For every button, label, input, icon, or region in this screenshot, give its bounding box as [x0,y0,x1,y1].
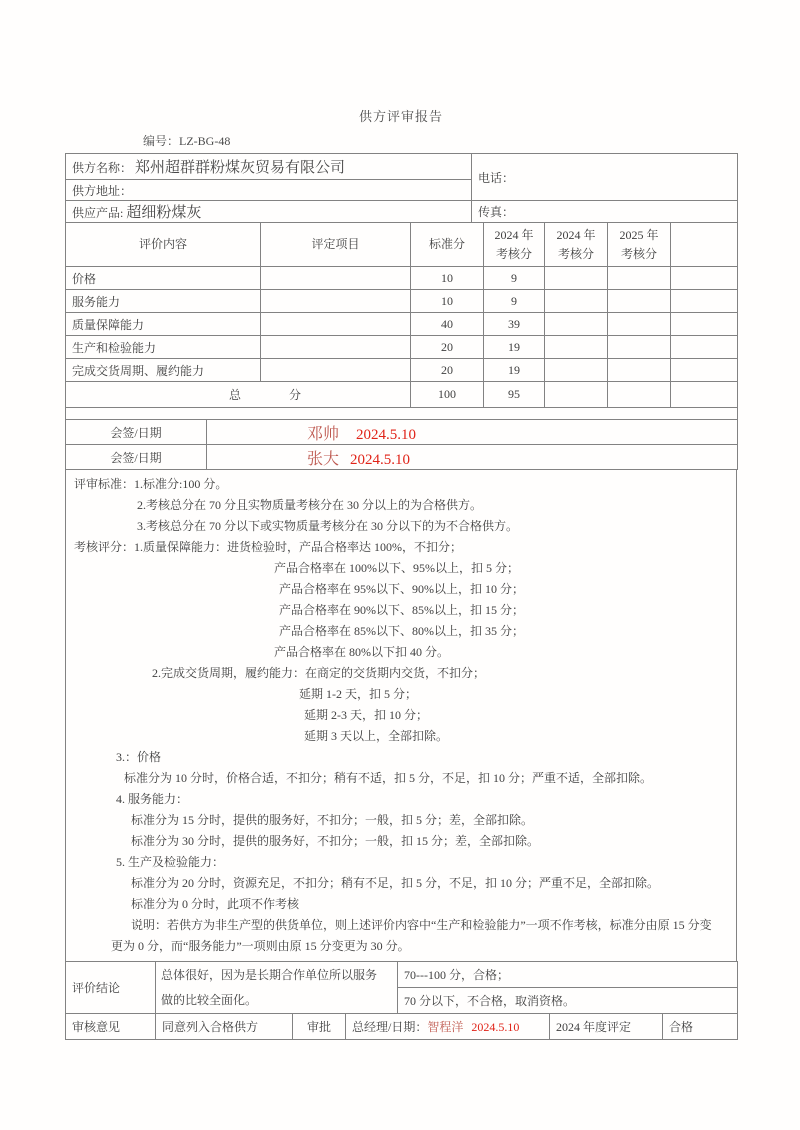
row-std: 40 [411,313,484,336]
standard-line: 产品合格率在 100%以下、95%以上，扣 5 分； [274,561,519,576]
score-row-service [66,290,738,313]
row-2024b [545,336,608,359]
standard-line: 考核评分：1.质量保障能力：进货检验时，产品合格率达 100%，不扣分； [74,540,462,555]
row-item [261,290,411,313]
signoff-row-2 [66,445,738,470]
conclusion-text-line1: 总体很好，因为是长期合作单位所以服务 [161,967,378,982]
doc-number: 编号：LZ-BG-48 [143,134,231,148]
standards-block [66,470,737,962]
conclusion-label: 评价结论 [66,962,156,1014]
header-eval-content: 评价内容 [66,223,261,267]
signoff-row-1 [66,420,738,445]
page-title: 供方评审报告 [358,109,443,124]
pass-rule: 70---100 分，合格； [398,962,738,988]
standard-line: 5. 生产及检验能力： [116,855,225,870]
header-empty [671,223,738,267]
supplier-name-cell [66,154,472,180]
signature-date: 2024.5.10 [350,451,411,468]
row-2024b [545,267,608,290]
review-label: 审核意见 [66,1014,156,1040]
row-2025 [608,267,671,290]
header-year-2025 [608,223,671,267]
standard-line: 标准分为 20 分时，资源充足，不扣分；稍有不足，扣 5 分，不足，扣 10 分；严重不足，全部扣除。 [131,876,660,891]
total-std: 100 [411,382,484,408]
signature-date: 2024.5.10 [356,426,417,443]
signoff-signature-cell [207,420,738,445]
row-extra [671,267,738,290]
score-row-quality [66,313,738,336]
row-2024a: 19 [484,336,545,359]
score-row-delivery [66,359,738,382]
header-year-2024b [545,223,608,267]
row-2025 [608,290,671,313]
row-2024a: 39 [484,313,545,336]
standard-line: 产品合格率在 80%以下扣 40 分。 [274,645,449,660]
phone-label: 电话： [478,170,515,185]
year-line2: 考核分 [620,246,657,261]
row-item [261,336,411,359]
total-label: 总 分 [66,382,411,408]
standard-line: 延期 3 天以上，全部扣除。 [304,729,449,744]
standard-line: 标准分为 30 分时，提供的服务好，不扣分；一般，扣 15 分；差，全部扣除。 [131,834,540,849]
fax-label: 传真： [478,205,515,219]
document [65,106,737,1040]
row-name: 质量保障能力 [66,313,261,336]
row-extra [671,313,738,336]
row-2024b [545,290,608,313]
row-2024a: 19 [484,359,545,382]
fax-cell [472,201,738,223]
supplier-name-value: 郑州超群群粉煤灰贸易有限公司 [135,160,346,176]
standard-line: 2.考核总分在 70 分且实物质量考核分在 30 分以上的为合格供方。 [137,498,483,513]
year-line1: 2024 年 [494,228,534,242]
row-2024a: 9 [484,290,545,313]
standard-line: 延期 2-3 天，扣 10 分； [304,708,428,723]
standard-line: 3.考核总分在 70 分以下或实物质量考核分在 30 分以下的为不合格供方。 [137,519,519,534]
conclusion-text [156,962,398,1014]
standard-line: 说明：若供方为非生产型的供货单位，则上述评价内容中“生产和检验能力”一项不作考核，标准分由原 15 分变 [131,918,712,933]
header-year-2024a [484,223,545,267]
gm-signature-cell [346,1014,550,1040]
row-item [261,359,411,382]
signoff-label: 会签/日期 [66,445,207,470]
row-item [261,267,411,290]
row-item [261,313,411,336]
standard-line: 产品合格率在 90%以下、85%以上，扣 15 分； [279,603,524,618]
standard-line: 标准分为 10 分时，价格合适，不扣分；稍有不适，扣 5 分，不足，扣 10 分；严重不适，全部扣除。 [124,771,653,786]
review-table [65,1013,738,1040]
signoff-table [65,407,738,470]
row-name: 服务能力 [66,290,261,313]
standard-line: 3.：价格 [116,750,162,765]
standard-line: 评审标准：1.标准分:100 分。 [74,477,228,492]
gm-signature-date: 2024.5.10 [471,1020,520,1035]
row-std: 20 [411,336,484,359]
standard-line: 4. 服务能力： [116,792,189,807]
row-extra [671,336,738,359]
row-std: 10 [411,290,484,313]
row-2025 [608,336,671,359]
standard-line: 标准分为 15 分时，提供的服务好，不扣分；一般，扣 5 分；差，全部扣除。 [131,813,534,828]
standard-line: 2.完成交货周期，履约能力：在商定的交货期内交货，不扣分； [152,666,486,681]
year-line2: 考核分 [495,246,532,261]
signoff-signature-cell [207,445,738,470]
signature-name: 张大 [307,450,340,468]
total-row [66,382,738,408]
standard-line: 延期 1-2 天，扣 5 分； [299,687,417,702]
total-2024b [545,382,608,408]
year-line2: 考核分 [557,246,594,261]
row-2024b [545,313,608,336]
product-label: 供应产品: [72,206,124,220]
row-extra [671,290,738,313]
total-2024a: 95 [484,382,545,408]
row-std: 10 [411,267,484,290]
row-std: 20 [411,359,484,382]
product-cell [66,201,472,223]
header-eval-item: 评定项目 [261,223,411,267]
conclusion-text-line2: 做的比较全面化。 [161,992,258,1007]
row-2025 [608,359,671,382]
standards-table [65,469,737,962]
supplier-address-cell [66,180,472,201]
row-2024a: 9 [484,267,545,290]
standard-line: 产品合格率在 95%以下、90%以上，扣 10 分； [279,582,524,597]
gm-label: 总经理/日期： [352,1020,428,1035]
total-2025 [608,382,671,408]
annual-rating-label: 2024 年度评定 [550,1014,663,1040]
year-line1: 2024 年 [556,228,596,242]
row-name: 价格 [66,267,261,290]
conclusion-table [65,961,738,1014]
standard-line: 标准分为 0 分时，此项不作考核 [131,897,300,912]
row-2025 [608,313,671,336]
score-row-price [66,267,738,290]
signature-name: 邓帅 [307,425,340,443]
review-opinion: 同意列入合格供方 [156,1014,293,1040]
standard-line: 更为 0 分，而“服务能力”一项则由原 15 分变更为 30 分。 [111,939,410,954]
row-extra [671,359,738,382]
supplier-name-label: 供方名称： [72,161,133,175]
spacer-row [66,408,738,420]
header-standard-score: 标准分 [411,223,484,267]
standard-line: 产品合格率在 85%以下、80%以上，扣 35 分； [279,624,524,639]
fail-rule: 70 分以下，不合格，取消资格。 [398,988,738,1014]
scoring-table [65,222,738,408]
row-2024b [545,359,608,382]
product-value: 超细粉煤灰 [126,205,202,221]
total-extra [671,382,738,408]
gm-signature-name: 智程洋 [427,1020,464,1035]
info-table [65,153,738,223]
supplier-address-label: 供方地址： [72,183,133,198]
phone-cell [472,154,738,201]
signoff-label: 会签/日期 [66,420,207,445]
row-name: 生产和检验能力 [66,336,261,359]
approve-label: 审批 [293,1014,346,1040]
annual-rating-value: 合格 [663,1014,738,1040]
row-name: 完成交货周期、履约能力 [66,359,261,382]
score-row-production [66,336,738,359]
year-line1: 2025 年 [619,228,659,242]
